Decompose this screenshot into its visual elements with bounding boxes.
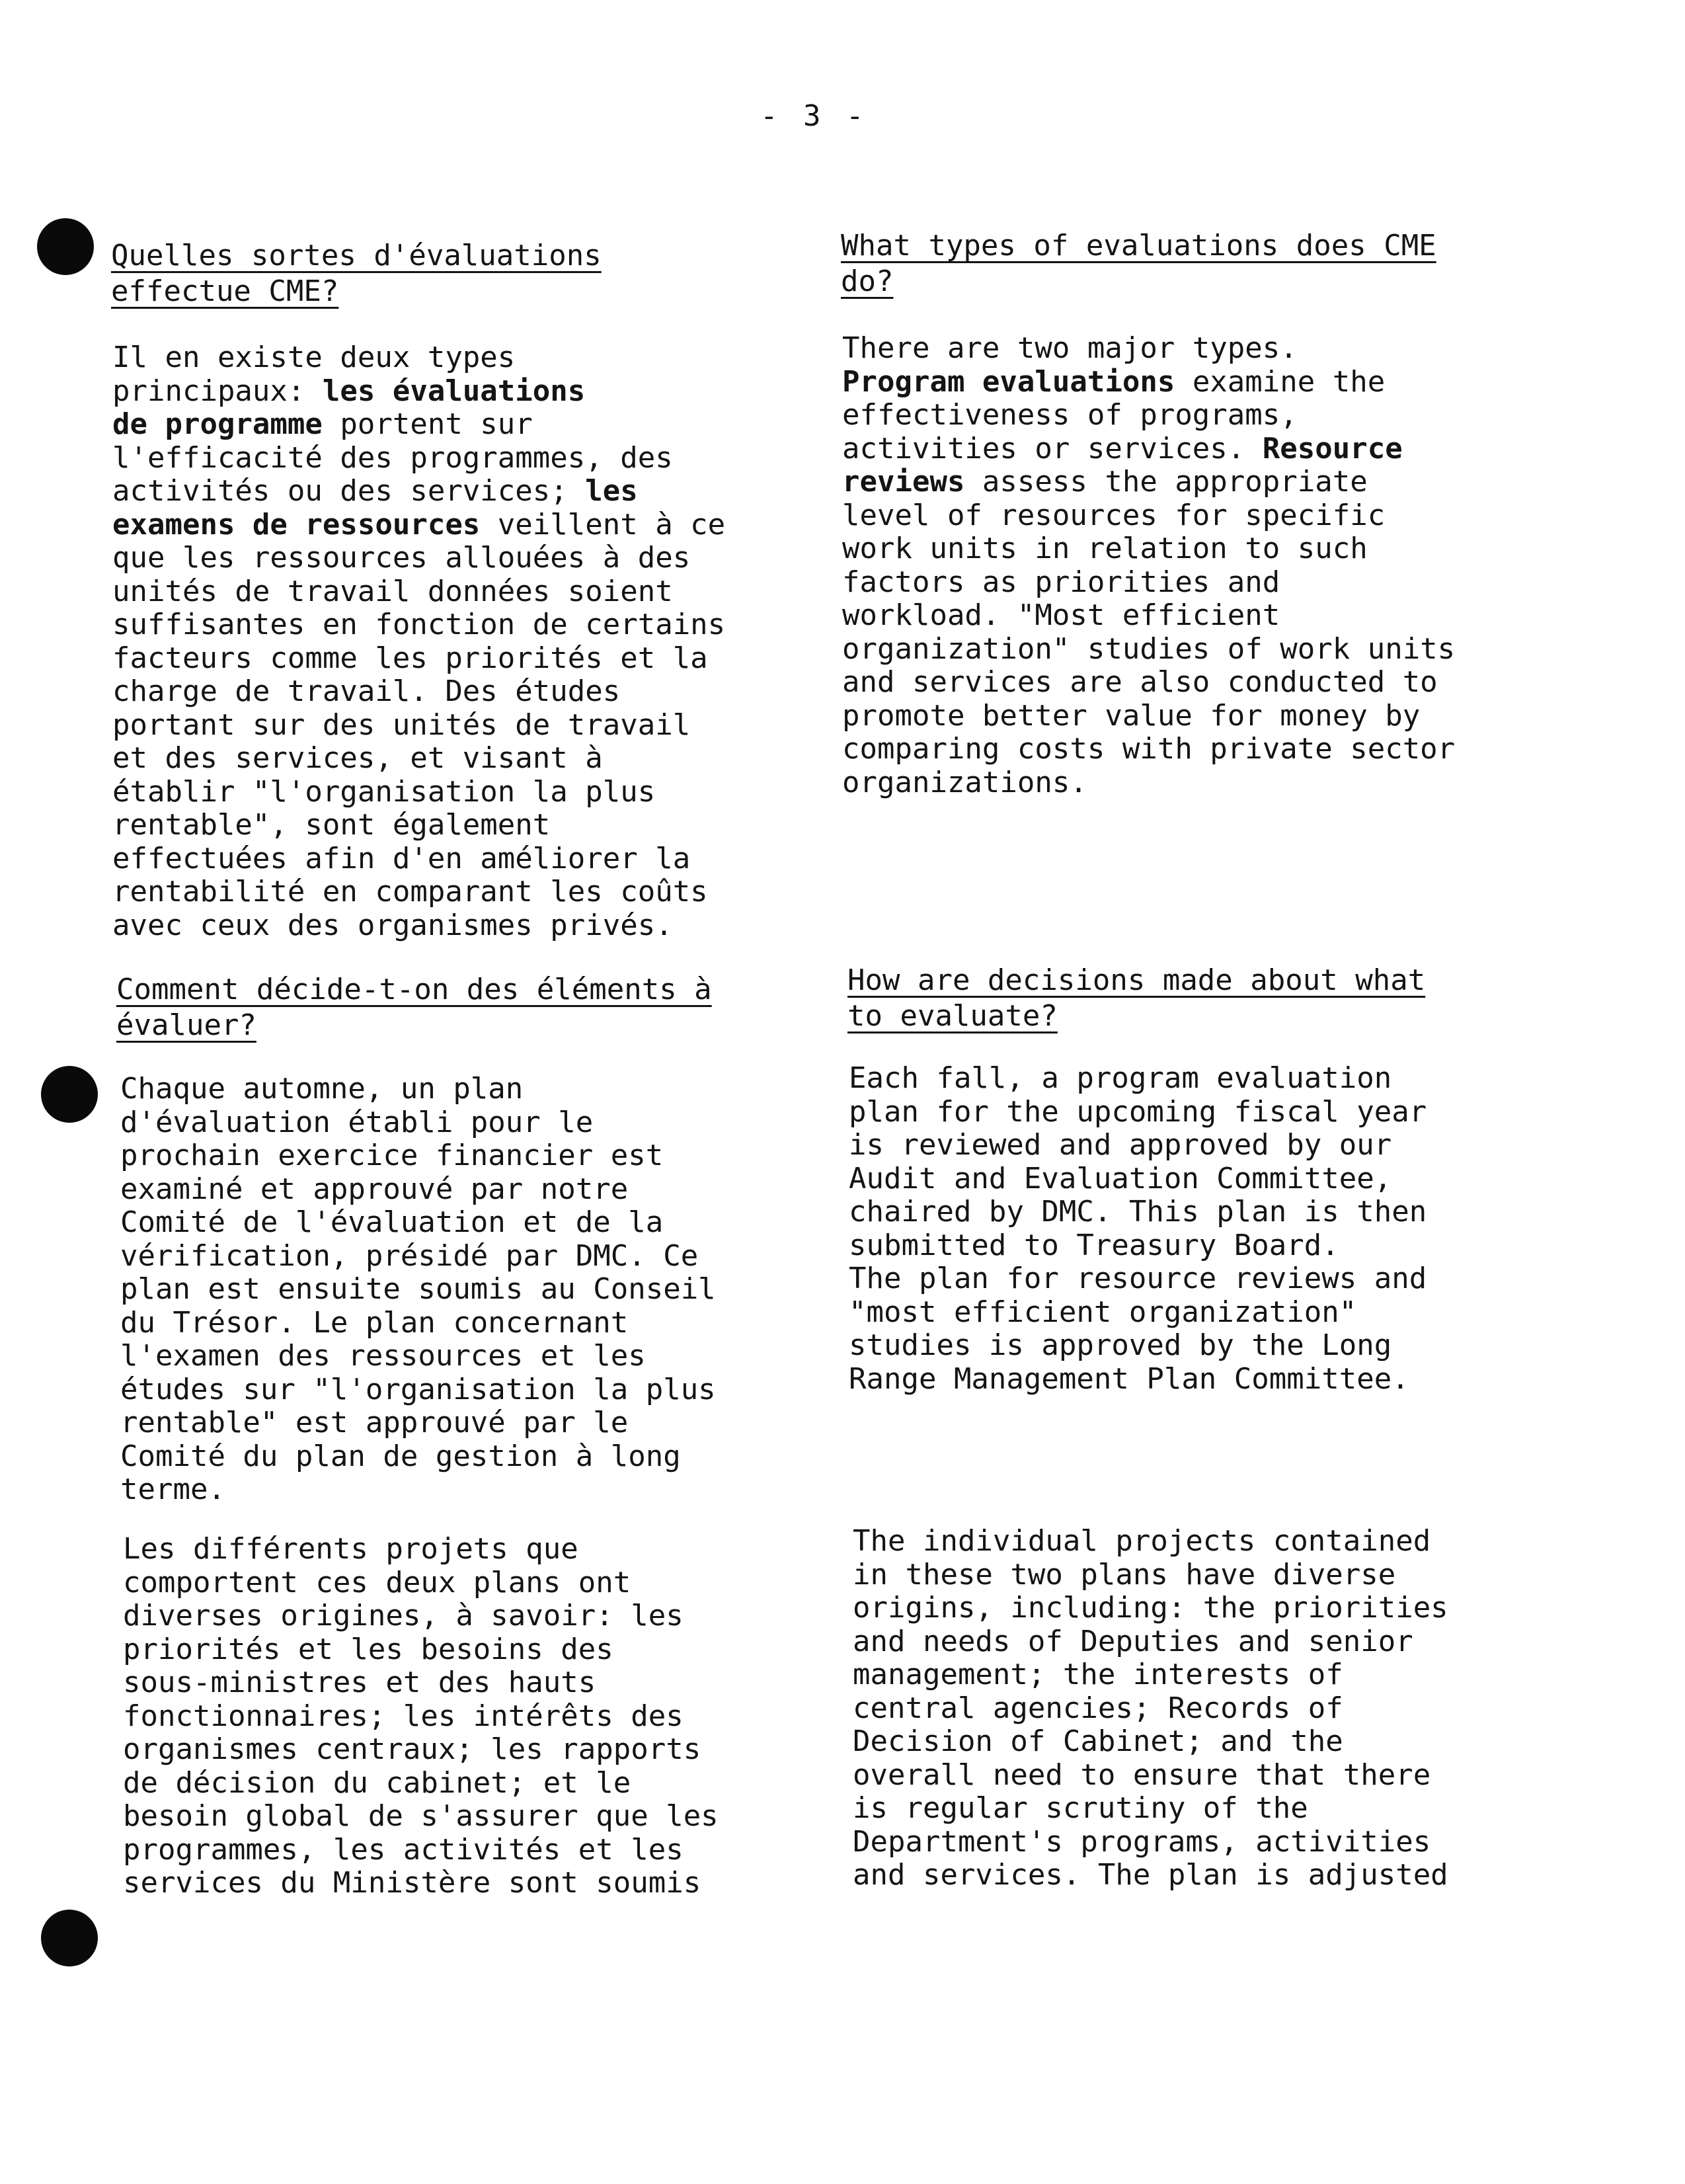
fr-paragraph-decisions: Chaque automne, un plan d'évaluation établi pour le prochain exercice financier est examiné et approuvé par notre Comité de l'évaluation et de la vérification, présidé par DMC. Ce plan est ensuite soumis au Conseil du Trésor. Le plan concernant l'examen des ressources et les études sur "l'organisation la plus rentable" est approuvé par le Comité du plan de gestion à long terme. (120, 1072, 716, 1506)
punch-hole-bottom (41, 1910, 98, 1966)
en-paragraph-decisions: Each fall, a program evaluation plan for the upcoming fiscal year is reviewed and approved by our Audit and Evaluation Committee, chaired by DMC. This plan is then submitted to Treasury Board. The plan for resource reviews and "most efficient organization" studies is approved by the Long Range Management Plan Committee. (849, 1061, 1427, 1396)
en-paragraph-evaluation-types (842, 332, 1556, 799)
bold-term: les examens de ressources (112, 474, 638, 542)
text-run: examine the effectiveness of programs, activities or services. (842, 364, 1386, 465)
punch-hole-middle (41, 1066, 98, 1123)
text-run: There are two major types. (842, 331, 1298, 365)
punch-hole-top (37, 218, 94, 275)
en-heading-decisions: How are decisions made about what to evaluate? (847, 963, 1426, 1033)
page-number: - 3 - (760, 99, 868, 133)
fr-paragraph-evaluation-types (112, 341, 826, 942)
bold-term: Program evaluations (842, 364, 1175, 399)
en-heading-evaluation-types: What types of evaluations does CME do? (841, 229, 1436, 298)
fr-heading-evaluation-types: Quelles sortes d'évaluations effectue CME? (111, 239, 602, 308)
bold-term: Resource reviews (842, 431, 1403, 499)
fr-heading-decisions: Comment décide-t-on des éléments à évaluer? (116, 973, 712, 1042)
text-run: assess the appropriate level of resources for specific work units in relation to such factors as priorities and workload. "Most efficient organization" studies of work units and services are also conducted to promote better value for money by comparing costs with private sector organizations. (842, 465, 1456, 799)
bold-term: les évaluations de programme (112, 374, 586, 441)
text-run: portent sur l'efficacité des programmes, des activités ou des services; (112, 407, 673, 508)
text-run: veillent à ce que les ressources allouées à des unités de travail données soient suffisantes en fonction de certains facteurs comme les priorités et la charge de travail. Des études portant sur des unités de travail et des services, et visant à établir "l'organisation la plus rentable", sont également effectuées afin d'en améliorer la rentabilité en comparant les coûts avec ceux des organismes privés. (112, 507, 726, 942)
fr-paragraph-project-origins: Les différents projets que comportent ces deux plans ont diverses origines, à savoir: les priorités et les besoins des sous-ministres et des hauts fonctionnaires; les intérêts des organismes centraux; les rapports de décision du cabinet; et le besoin global de s'assurer que les programmes, les activités et les services du Ministère sont soumis (123, 1532, 719, 1900)
en-paragraph-project-origins: The individual projects contained in these two plans have diverse origins, including: the priorities and needs of Deputies and senior management; the interests of central agencies; Records of Decision of Cabinet; and the overall need to ensure that there is regular scrutiny of the Department's programs, activities and services. The plan is adjusted (853, 1524, 1448, 1892)
text-run: Il en existe deux types principaux: (112, 341, 516, 408)
